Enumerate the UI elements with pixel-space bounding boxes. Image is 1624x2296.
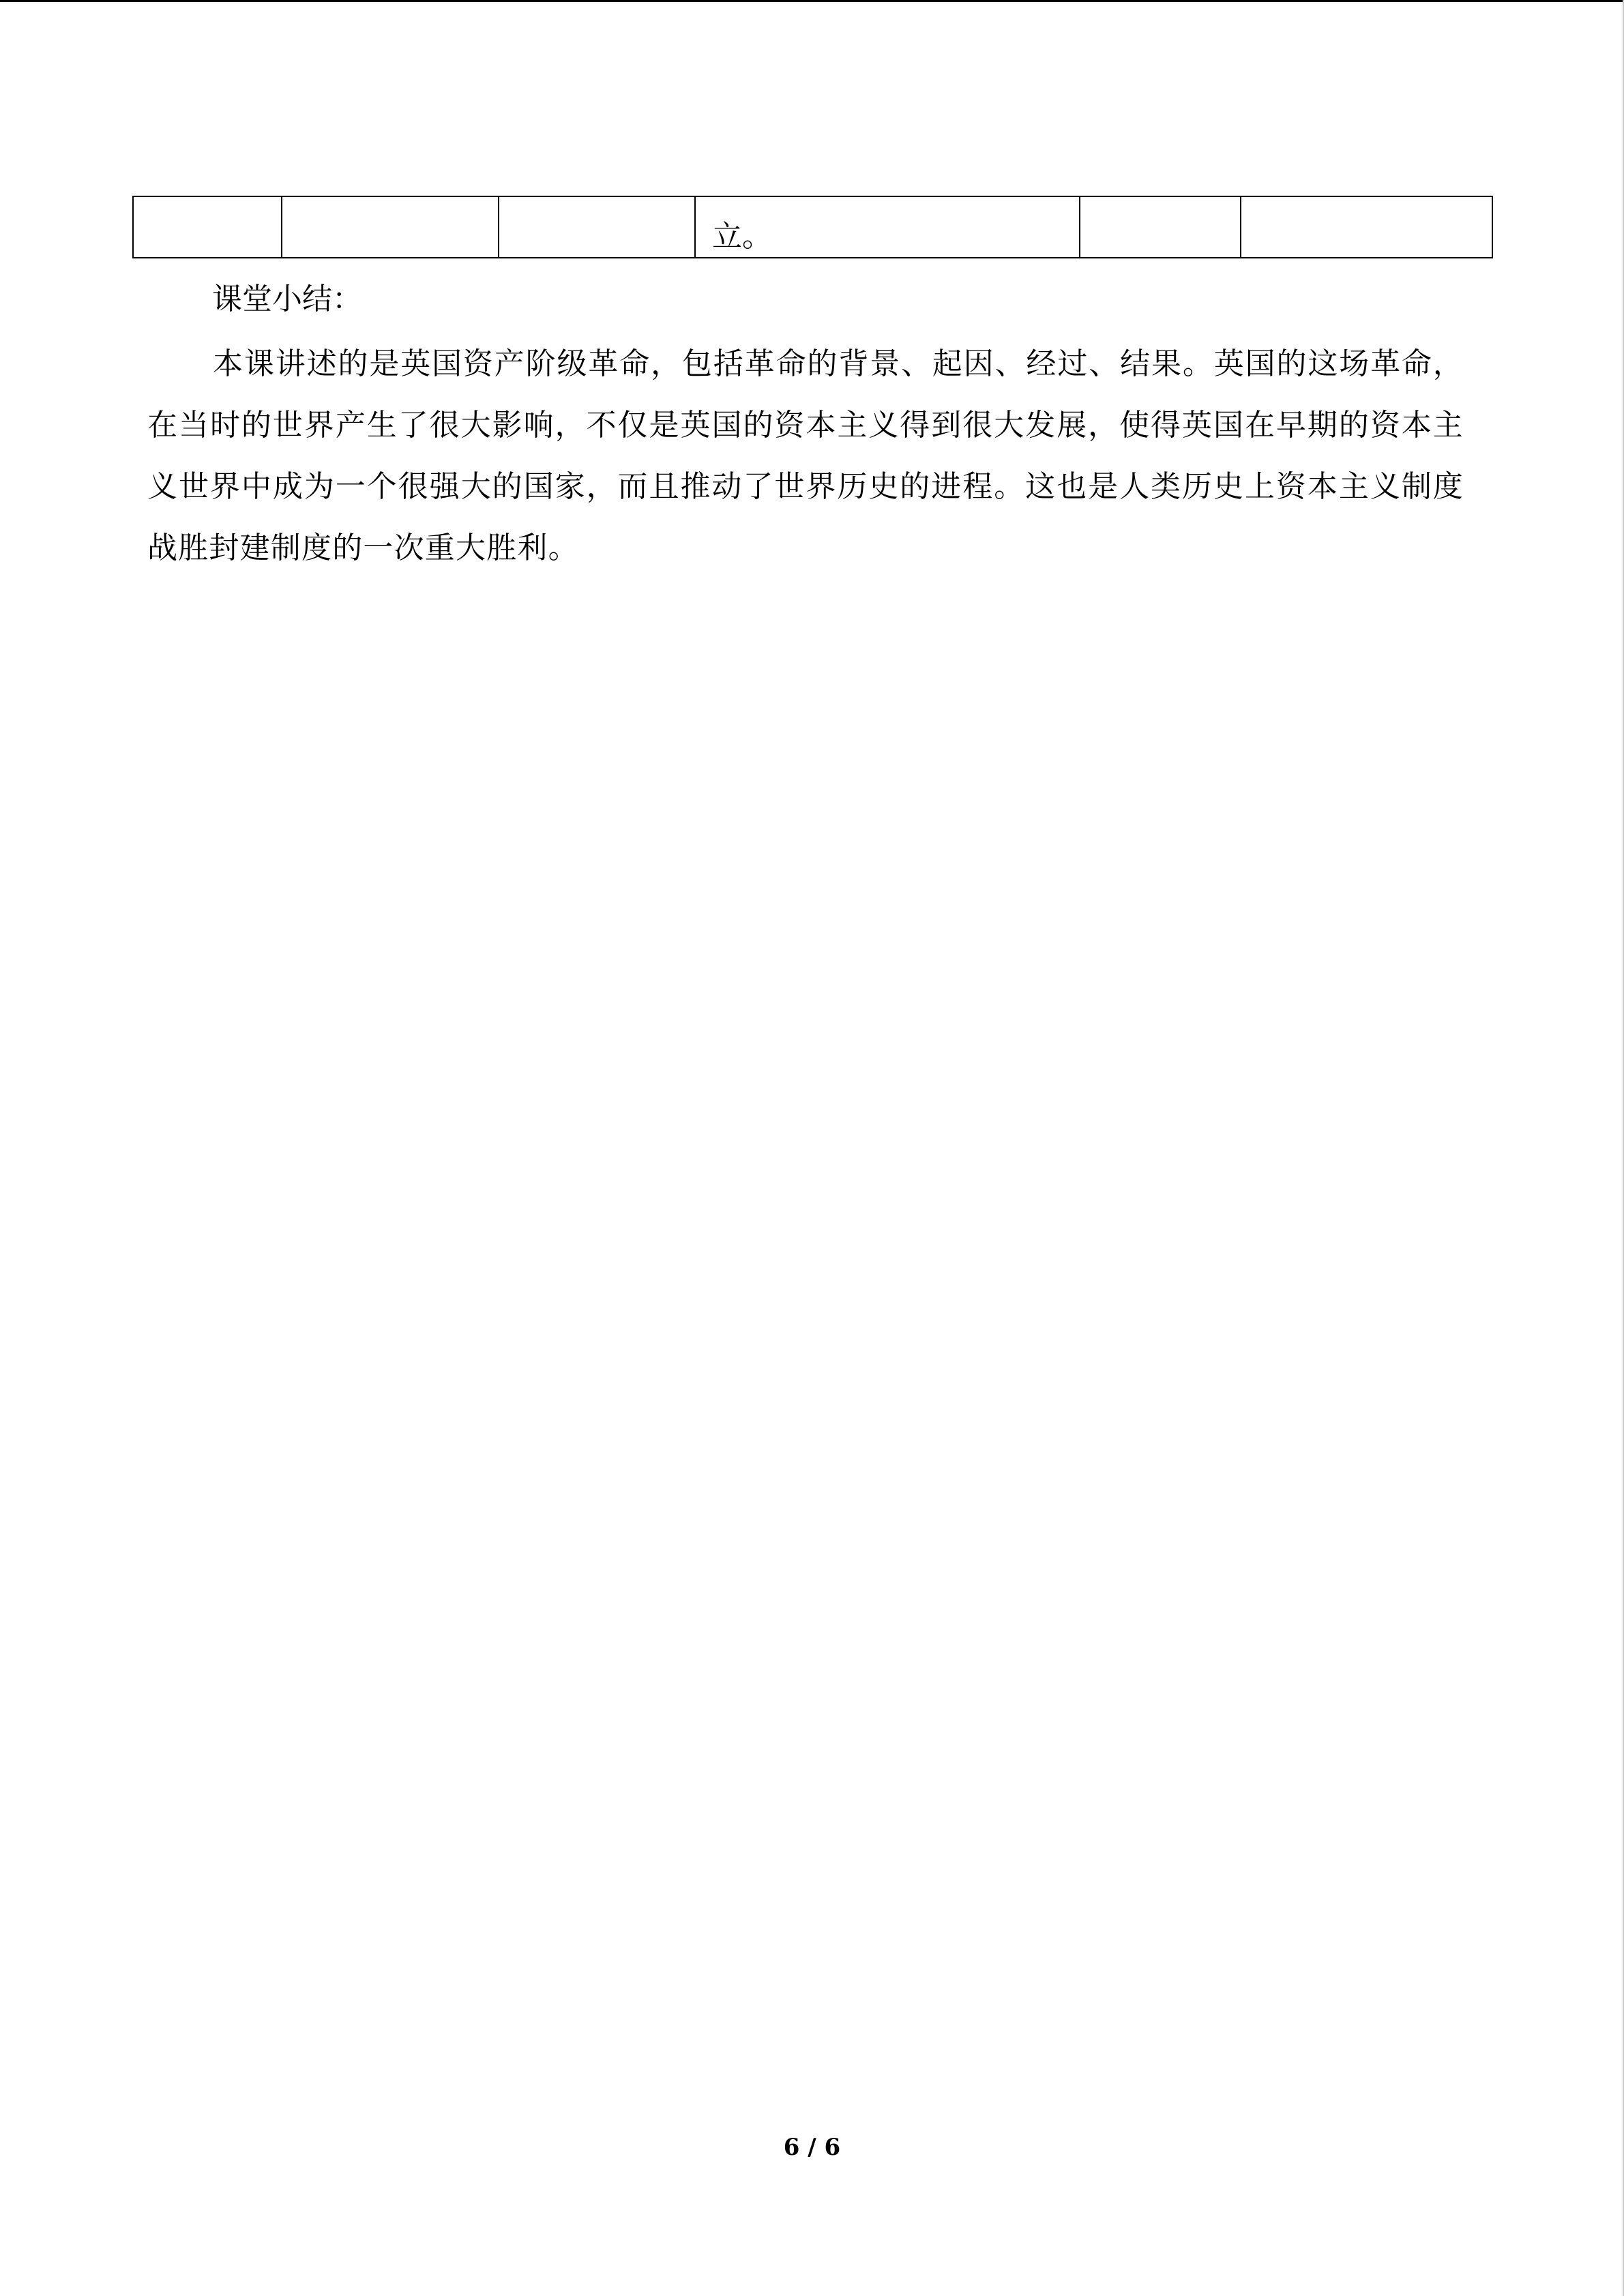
table-cell xyxy=(1080,196,1241,258)
table-cell xyxy=(1241,196,1492,258)
summary-paragraph: 本课讲述的是英国资产阶级革命，包括革命的背景、起因、经过、结果。英国的这场革命，在当时的世界产生了很大影响，不仅是英国的资本主义得到很大发展，使得英国在早期的资本主义世界中成为一个很强大的国家，而且推动了世界历史的进程。这也是人类历史上资本主义制度战胜封建制度的一次重大胜利。 xyxy=(147,346,1464,565)
table-cell xyxy=(133,196,282,258)
table-cell: 立。 xyxy=(695,196,1080,258)
table-cell xyxy=(282,196,499,258)
page-number: 6 / 6 xyxy=(783,2134,841,2161)
table-cell xyxy=(499,196,695,258)
lesson-plan-table-continuation xyxy=(132,196,1493,258)
summary-heading: 课堂小结： xyxy=(212,282,362,316)
page-top-border xyxy=(0,0,1624,2)
table-row xyxy=(133,196,1492,258)
